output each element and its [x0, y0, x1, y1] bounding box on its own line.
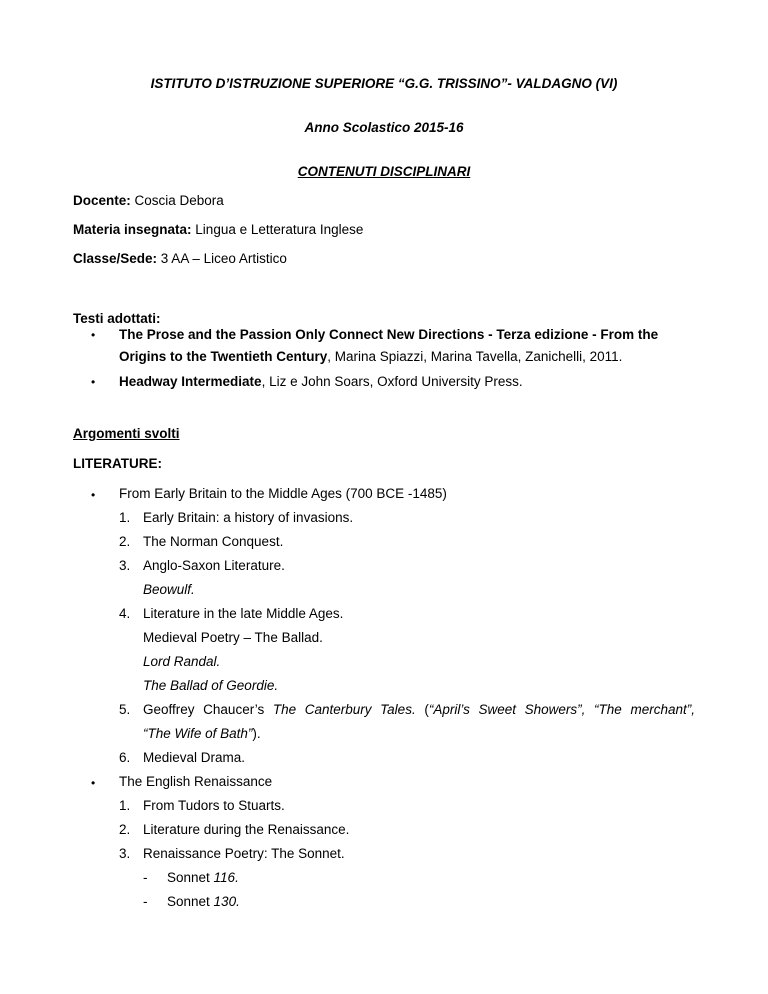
docente-line — [73, 193, 224, 208]
list-item-text: The Norman Conquest. — [143, 534, 284, 549]
list-item — [119, 510, 130, 525]
sonnet-number: 116. — [213, 870, 239, 885]
sonnet-dash: - — [143, 894, 148, 909]
chaucer-close: ). — [252, 726, 261, 741]
work-beowulf: Beowulf. — [143, 582, 195, 597]
medieval-poetry: Medieval Poetry – The Ballad. — [143, 630, 323, 645]
chaucer-wife: “The Wife of Bath” — [143, 726, 253, 741]
section1-title: From Early Britain to the Middle Ages (700 BCE -1485) — [119, 486, 447, 501]
docente-value: Coscia Debora — [130, 193, 224, 208]
classe-label: Classe/Sede: — [73, 251, 158, 266]
list-item-text: Medieval Drama. — [143, 750, 246, 765]
book1-details: , Marina Spiazzi, Marina Tavella, Zanichelli, 2011. — [327, 349, 623, 364]
item-number: 4. — [119, 606, 131, 621]
chaucer-title: The Canterbury Tales. — [272, 702, 416, 717]
list-item-text: From Tudors to Stuarts. — [143, 798, 285, 813]
work-lord-randal: Lord Randal. — [143, 654, 221, 669]
school-year: Anno Scolastico 2015-16 — [304, 120, 464, 135]
document-title: CONTENUTI DISCIPLINARI — [297, 164, 471, 179]
bullet-icon: • — [91, 375, 96, 389]
item-number: 2. — [119, 822, 131, 837]
list-item-text: Renaissance Poetry: The Sonnet. — [143, 846, 345, 861]
item-number: 1. — [119, 510, 131, 525]
sonnet-116 — [167, 870, 239, 885]
sonnet-label: Sonnet — [167, 894, 214, 909]
classe-value: 3 AA – Liceo Artistico — [157, 251, 287, 266]
section2-title: The English Renaissance — [119, 774, 273, 789]
item-number: 6. — [119, 750, 131, 765]
book1-title-line1: The Prose and the Passion Only Connect New Directions - Terza edizione - From the — [119, 327, 659, 342]
textbooks-heading: Testi adottati: — [73, 311, 161, 326]
list-item-text: Literature during the Renaissance. — [143, 822, 350, 837]
sonnet-number: 130. — [213, 894, 240, 909]
materia-value: Lingua e Letteratura Inglese — [191, 222, 364, 237]
bullet-icon: • — [91, 488, 96, 502]
item-number: 3. — [119, 558, 131, 573]
sonnet-dash: - — [143, 870, 148, 885]
chaucer-works: “April’s Sweet Showers”, “The merchant”, — [428, 702, 695, 717]
classe-line — [73, 251, 287, 266]
book1-line2 — [119, 349, 622, 364]
book1-title-line2: Origins to the Twentieth Century — [119, 349, 328, 364]
work-geordie: The Ballad of Geordie. — [143, 678, 279, 693]
chaucer-author: Geoffrey Chaucer’s — [143, 702, 273, 717]
materia-label: Materia insegnata: — [73, 222, 192, 237]
sonnet-130 — [167, 894, 240, 909]
chaucer-line2 — [143, 726, 261, 741]
book2-title: Headway Intermediate — [119, 374, 262, 389]
item-number: 2. — [119, 534, 131, 549]
institute-title: ISTITUTO D’ISTRUZIONE SUPERIORE “G.G. TRISSINO”- VALDAGNO (VI) — [150, 76, 618, 91]
item-number: 5. — [119, 702, 131, 717]
literature-label: LITERATURE: — [73, 456, 162, 471]
docente-label: Docente: — [73, 193, 131, 208]
sonnet-label: Sonnet — [167, 870, 214, 885]
list-item-text: Literature in the late Middle Ages. — [143, 606, 344, 621]
topics-heading: Argomenti svolti — [73, 426, 180, 441]
materia-line — [73, 222, 363, 237]
bullet-icon: • — [91, 328, 96, 342]
chaucer-line — [143, 702, 695, 717]
list-item-text: Early Britain: a history of invasions. — [143, 510, 354, 525]
item-number: 1. — [119, 798, 131, 813]
book2-details: , Liz e John Soars, Oxford University Press. — [261, 374, 523, 389]
item-number: 3. — [119, 846, 131, 861]
list-item-text: Anglo-Saxon Literature. — [143, 558, 285, 573]
book2-line — [119, 374, 523, 389]
bullet-icon: • — [91, 776, 96, 790]
chaucer-open: ( — [415, 702, 429, 717]
